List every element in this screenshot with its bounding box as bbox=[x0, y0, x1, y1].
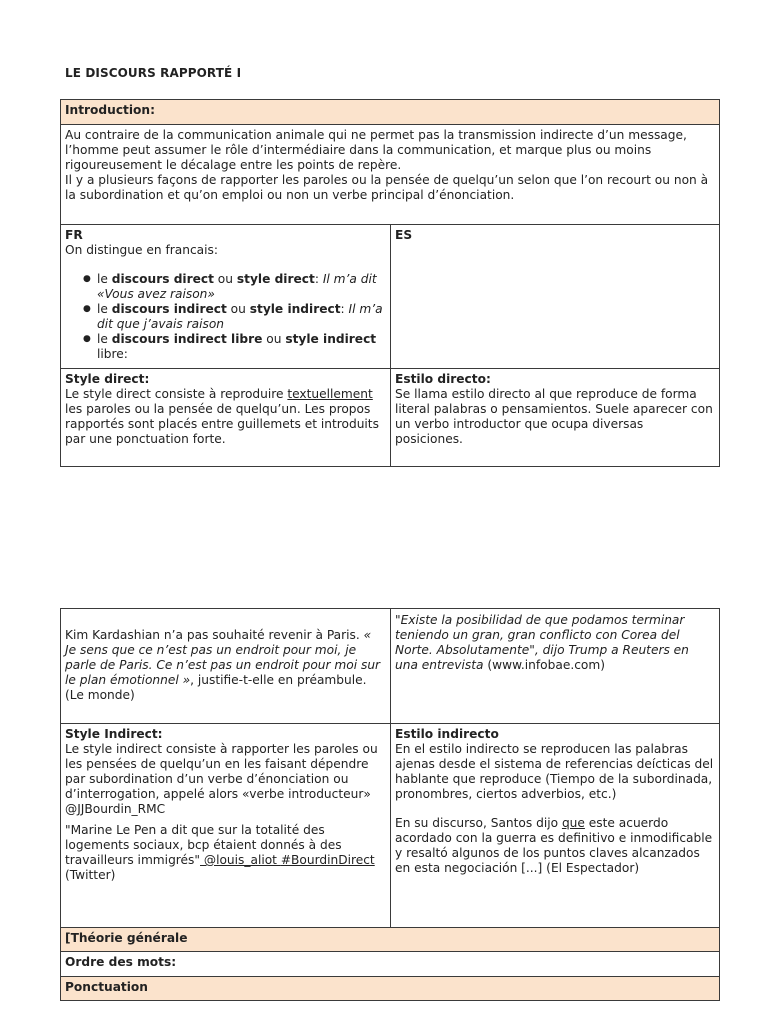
list-item: ● le discours indirect libre ou style indirect libre: bbox=[97, 332, 386, 362]
table-examples bbox=[60, 608, 720, 1001]
theorie-generale-row: [Théorie générale bbox=[61, 928, 720, 952]
fr-cell bbox=[61, 225, 391, 369]
fr-list bbox=[65, 272, 386, 362]
document-title: LE DISCOURS RAPPORTÉ I bbox=[65, 66, 242, 80]
ordre-des-mots-row: Ordre des mots: bbox=[61, 952, 720, 977]
fr-label: FR bbox=[65, 228, 83, 242]
style-direct-text: Le style direct consiste à reproduire textuellement les paroles ou la pensée de quelqu’un. Les propos rapportés sont placés entre guillemets et introduits par une ponctuation forte. bbox=[65, 387, 379, 446]
example-es-cell: "Existe la posibilidad de que podamos terminar teniendo un gran, gran conflicto con Corea del Norte. Absolutamente", dijo Trump a Reuters en una entrevista (www.infobae.com) bbox=[391, 609, 720, 724]
style-indirect-text: Le style indirect consiste à rapporter les paroles ou les pensées de quelqu’un en les faisant dépendre par subordination d’un verbe d’énonciation ou d’interrogation, appelé alors «verbe introducteur» bbox=[65, 742, 378, 801]
estilo-directo-text: Se llama estilo directo al que reproduce de forma literal palabras o pensamientos. Suele aparecer con un verbo introductor que ocupa diversas posiciones. bbox=[395, 387, 713, 446]
estilo-directo-cell bbox=[391, 369, 720, 467]
intro-header: Introduction: bbox=[61, 100, 720, 125]
tweet-quote: "Marine Le Pen a dit que sur la totalité des logements sociaux, bcp étaient donnés à des travailleurs immigrés" @louis_aliot #BourdinDirect (Twitter) bbox=[65, 823, 375, 882]
example-fr-cell: Kim Kardashian n’a pas souhaité revenir à Paris. « Je sens que ce n’est pas un endroit pour moi, je parle de Paris. Ce n’est pas un endroit pour moi sur le plan émotionnel », justifie-t-elle en préambule. (Le monde) bbox=[61, 609, 391, 724]
twitter-link[interactable]: @louis_aliot bbox=[200, 853, 281, 867]
fr-lead: On distingue en francais: bbox=[65, 243, 218, 257]
estilo-indirecto-example: En su discurso, Santos dijo que este acuerdo acordado con la guerra es definitivo e inmodificable y resaltó algunos de los puntos claves alcanzados en esta negociación [...] (El Espectador) bbox=[395, 816, 713, 875]
hashtag-link[interactable]: #BourdinDirect bbox=[280, 853, 375, 867]
intro-paragraph-2: Il y a plusieurs façons de rapporter les paroles ou la pensée de quelqu’un selon que l’on recourt ou non à la subordination et qu’on emploi ou non un verbe principal d’énonciation. bbox=[65, 173, 709, 202]
list-item: ● le discours indirect ou style indirect: Il m’a dit que j’avais raison bbox=[97, 302, 386, 332]
estilo-directo-heading: Estilo directo: bbox=[395, 372, 491, 386]
style-direct-cell bbox=[61, 369, 391, 467]
estilo-indirecto-cell bbox=[391, 724, 720, 928]
style-direct-heading: Style direct: bbox=[65, 372, 150, 386]
style-indirect-heading: Style Indirect: bbox=[65, 727, 163, 741]
es-label: ES bbox=[395, 228, 413, 242]
ponctuation-row: Ponctuation bbox=[61, 977, 720, 1001]
list-item: ● le discours direct ou style direct: Il m’a dit «Vous avez raison» bbox=[97, 272, 386, 302]
style-indirect-cell bbox=[61, 724, 391, 928]
table-introduction bbox=[60, 99, 720, 467]
twitter-handle: @JJBourdin_RMC bbox=[65, 802, 166, 816]
estilo-indirecto-heading: Estilo indirecto bbox=[395, 727, 499, 741]
intro-paragraph-1: Au contraire de la communication animale qui ne permet pas la transmission indirecte d’un message, l’homme peut assumer le rôle d’intermédiaire dans la communication, et marque plus ou moins rigoureusement le décalage entre les points de repère. bbox=[65, 128, 687, 172]
intro-cell bbox=[61, 125, 720, 225]
estilo-indirecto-text: En el estilo indirecto se reproducen las palabras ajenas desde el sistema de referencias deícticas del hablante que reproduce (Tiempo de la subordinada, pronombres, ciertos adverbios, etc.) bbox=[395, 742, 714, 801]
es-cell bbox=[391, 225, 720, 369]
